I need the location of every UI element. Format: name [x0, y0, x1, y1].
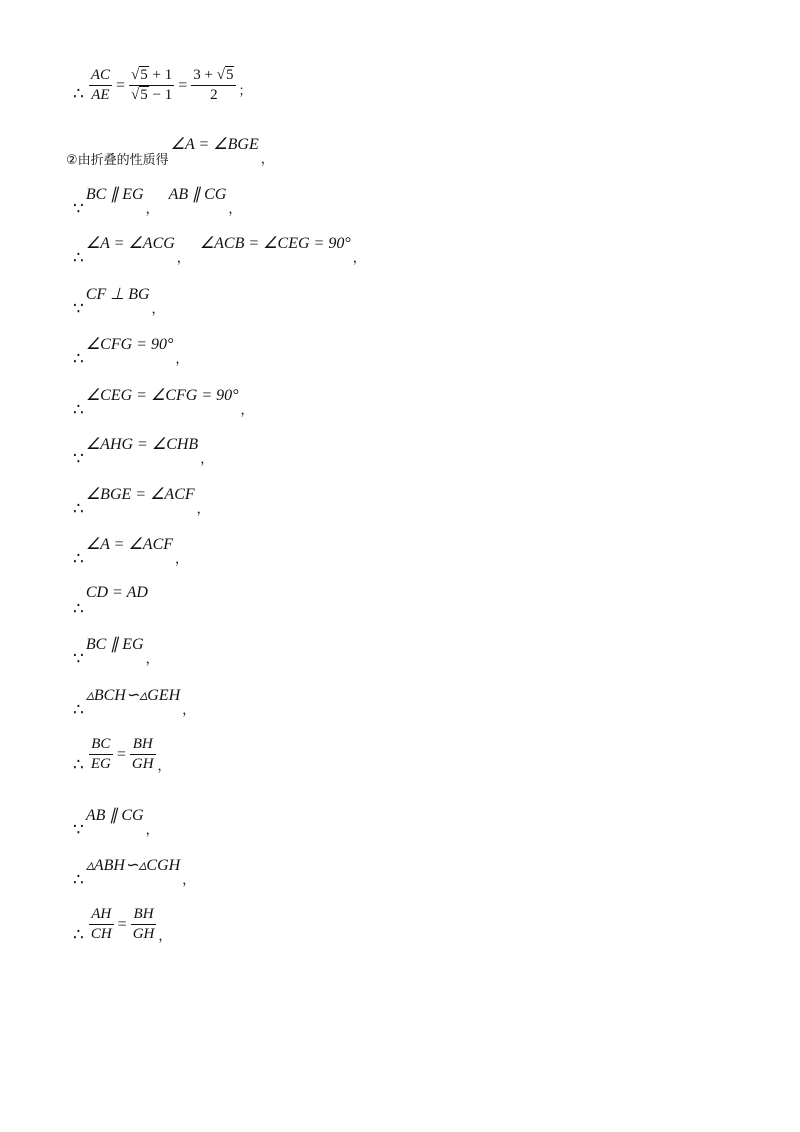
comma: ，: [145, 823, 159, 838]
therefore-symbol: ∴: [73, 400, 84, 420]
equals-sign: =: [116, 76, 126, 94]
math-expression: ∠A = ∠ACF: [85, 536, 174, 553]
fraction-chain: [87, 905, 159, 944]
statement-line: [73, 685, 195, 719]
sqrt-sign: √: [216, 67, 225, 83]
chinese-text: ②由折叠的性质得: [66, 153, 169, 168]
math-expression: ∠CFG = 90°: [85, 336, 174, 353]
numerator: BH: [133, 906, 154, 922]
math-expression: CD = AD: [85, 584, 148, 601]
statement-line: [73, 484, 210, 518]
sqrt-sign: √: [131, 67, 140, 83]
sqrt-sign: √: [131, 87, 140, 103]
denominator: EG: [90, 756, 111, 772]
math-expression: ▵BCH∽▵GEH: [85, 687, 181, 704]
comma: ，: [240, 403, 254, 418]
therefore-symbol: ∴: [73, 925, 84, 945]
numerator: AC: [90, 67, 110, 83]
fraction-chain: [87, 735, 158, 774]
comma: ，: [175, 352, 189, 367]
statement-line: [73, 434, 213, 468]
equals-sign: =: [116, 745, 126, 763]
because-symbol: ∵: [73, 449, 84, 469]
denominator: GH: [132, 926, 155, 942]
fraction-sqrt5-plus1-over-sqrt5-minus1: [129, 66, 174, 105]
statement-line-fold: [66, 134, 274, 168]
equation-line: [73, 735, 171, 774]
numerator-tail: + 1: [148, 67, 173, 83]
math-expression: ∠BGE = ∠ACF: [85, 486, 195, 503]
statement-line: [73, 584, 148, 618]
comma: ，: [151, 302, 165, 317]
radicand: 5: [140, 87, 148, 103]
because-symbol: ∵: [73, 199, 84, 219]
fraction-bc-eg: [89, 735, 113, 774]
comma: ，: [182, 873, 196, 888]
therefore-symbol: ∴: [73, 84, 84, 104]
fraction-chain: [87, 66, 239, 105]
comma: ，: [228, 202, 242, 217]
statement-line: [73, 805, 159, 839]
statement-line: [73, 184, 241, 218]
numerator: BC: [91, 736, 111, 752]
therefore-symbol: ∴: [73, 700, 84, 720]
numerator-head: 3 +: [193, 67, 217, 83]
denominator: CH: [90, 926, 112, 942]
comma: ，: [145, 652, 159, 667]
statement-line: [73, 634, 159, 668]
equals-sign: =: [117, 915, 127, 933]
therefore-symbol: ∴: [73, 599, 84, 619]
math-expression: BC ∥ EG: [85, 636, 144, 653]
equation-line: [73, 905, 171, 944]
fraction-bh-gh: [131, 905, 157, 944]
comma: ，: [175, 552, 189, 567]
therefore-symbol: ∴: [73, 248, 84, 268]
math-expression: ∠A = ∠ACG: [85, 235, 175, 252]
numerator: AH: [91, 906, 112, 922]
comma: ，: [158, 929, 172, 944]
comma: ，: [260, 152, 274, 167]
statement-line: [73, 233, 366, 267]
fraction-ah-ch: [89, 905, 114, 944]
therefore-symbol: ∴: [73, 755, 84, 775]
math-expression-2: AB ∥ CG: [168, 186, 227, 203]
math-expression: ∠AHG = ∠CHB: [85, 436, 199, 453]
fraction-3-plus-sqrt5-over-2: [191, 66, 236, 105]
semicolon: ；: [238, 84, 252, 99]
radicand: 5: [225, 67, 234, 83]
comma: ，: [182, 703, 196, 718]
numerator: [129, 66, 174, 85]
fraction-ac-ae: [89, 66, 112, 105]
comma: ，: [145, 202, 159, 217]
because-symbol: ∵: [73, 820, 84, 840]
comma: ，: [176, 251, 190, 266]
comma: ，: [200, 452, 214, 467]
therefore-symbol: ∴: [73, 349, 84, 369]
math-expression: BC ∥ EG: [85, 186, 144, 203]
numerator: [191, 66, 236, 85]
equation-line-ratio: [73, 66, 251, 105]
denominator: GH: [131, 756, 154, 772]
numerator: BH: [132, 736, 153, 752]
statement-line: [73, 385, 254, 419]
math-expression: ▵ABH∽▵CGH: [85, 857, 181, 874]
comma: ，: [196, 502, 210, 517]
math-expression: AB ∥ CG: [85, 807, 144, 824]
radicand: 5: [140, 67, 148, 83]
because-symbol: ∵: [73, 649, 84, 669]
statement-line: [73, 534, 188, 568]
fraction-bh-gh: [130, 735, 156, 774]
statement-line: [73, 334, 188, 368]
math-expression: ∠A = ∠BGE: [170, 136, 259, 153]
because-symbol: ∵: [73, 299, 84, 319]
denominator: [129, 86, 174, 105]
therefore-symbol: ∴: [73, 499, 84, 519]
math-expression: ∠CEG = ∠CFG = 90°: [85, 387, 239, 404]
therefore-symbol: ∴: [73, 870, 84, 890]
math-expression: CF ⊥ BG: [85, 286, 150, 303]
comma: ，: [157, 759, 171, 774]
statement-line: [73, 855, 195, 889]
therefore-symbol: ∴: [73, 549, 84, 569]
denominator-tail: − 1: [148, 87, 173, 103]
comma: ，: [352, 251, 366, 266]
denominator: AE: [91, 87, 110, 103]
statement-line: [73, 284, 165, 318]
equals-sign: =: [178, 76, 188, 94]
denominator: 2: [210, 87, 218, 103]
math-expression-2: ∠ACB = ∠CEG = 90°: [199, 235, 351, 252]
